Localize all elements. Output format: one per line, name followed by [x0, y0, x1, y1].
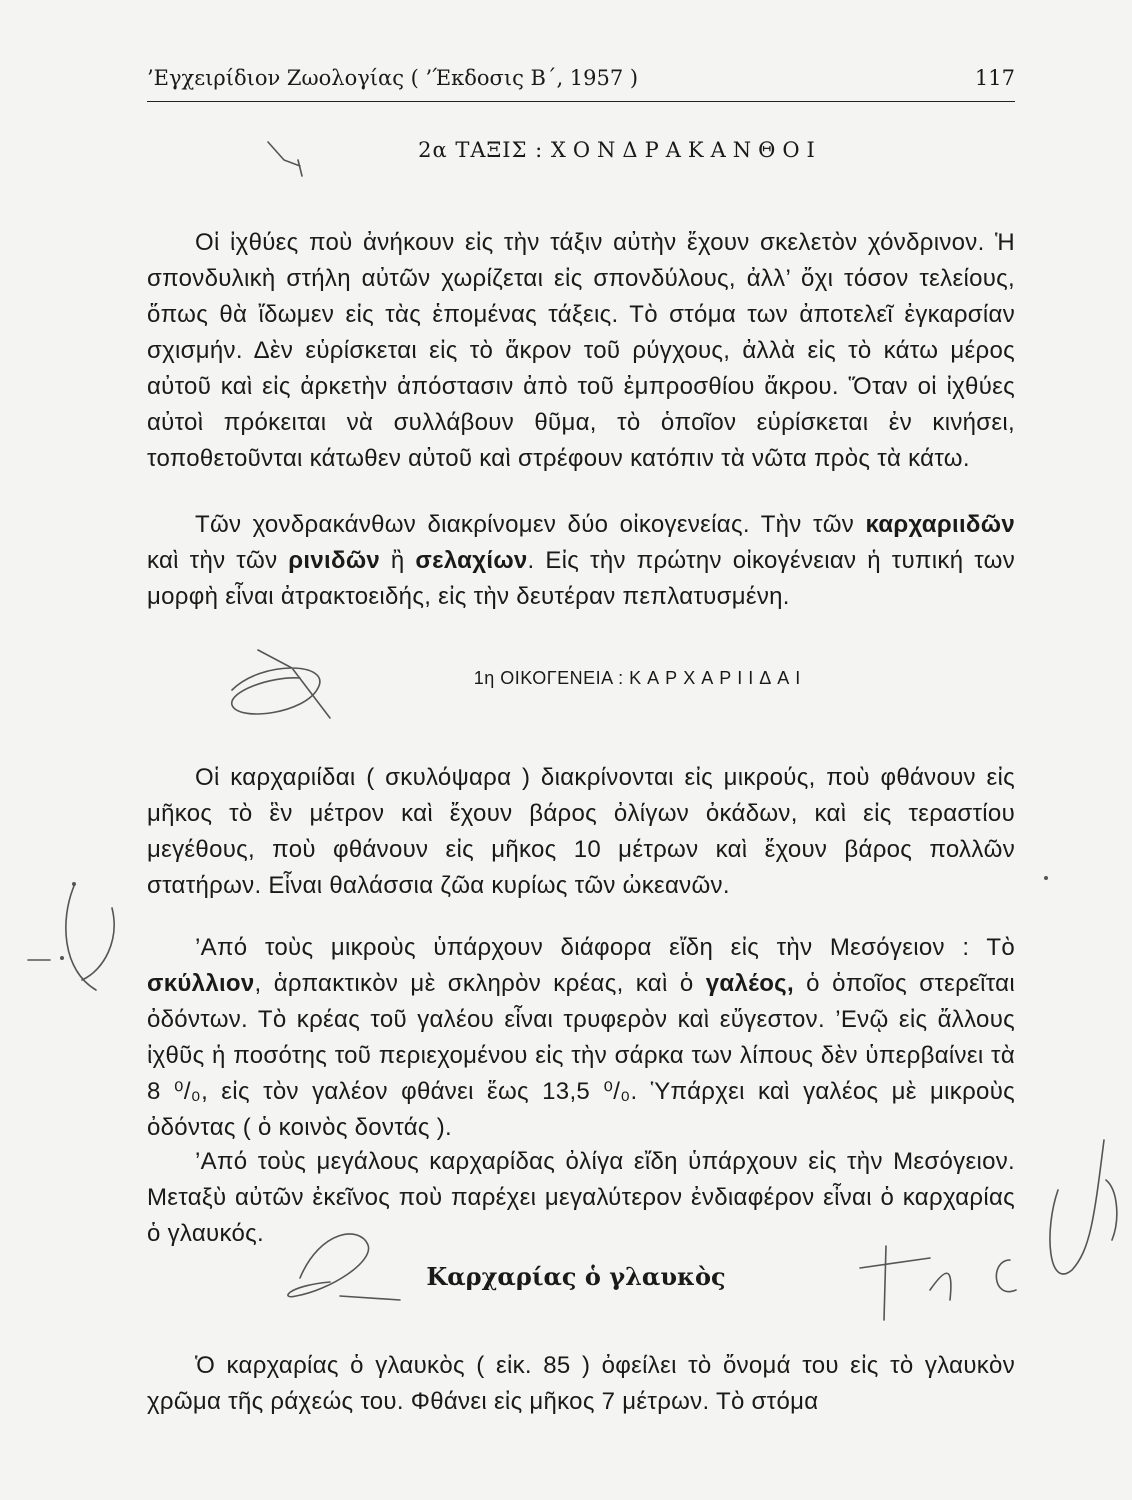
pencil-margin-bracket [66, 886, 114, 990]
class-heading [220, 138, 1020, 162]
header-rule [147, 101, 1015, 102]
term-galeos: γαλέος, [705, 970, 794, 997]
term-karchariidon: καρχαριιδῶν [865, 511, 1015, 538]
running-head-title: ’Εγχειρίδιον Ζωολογίας ( ’Έκδοσις Β΄, 1957 ) [147, 66, 639, 90]
paragraph-2-text-3: ἢ [380, 547, 416, 574]
paragraph-2-text-1: Τῶν χονδρακάνθων διακρίνομεν δύο οἰκογενείας. Τὴν τῶν [195, 511, 866, 538]
paragraph-6: Ὁ καρχαρίας ὁ γλαυκὸς ( εἰκ. 85 ) ὀφείλει τὸ ὄνομά του εἰς τὸ γλαυκὸν χρῶμα τῆς ράχεώς του. Φθάνει εἰς μῆκος 7 μέτρων. Τὸ στόμα [147, 1352, 1015, 1415]
class-heading-prefix: 2α ΤΑΞΙΣ : [418, 138, 544, 162]
species-heading: Καρχαρίας ὁ γλαυκὸς [426, 1262, 726, 1291]
paragraph-4-text-1: ’Από τοὺς μικροὺς ὑπάρχουν διάφορα εἴδη εἰς τὴν Μεσόγειον : Τὸ [195, 934, 1015, 961]
paragraph-4 [147, 930, 1015, 1146]
family-heading [240, 668, 1040, 689]
paragraph-1: Οἱ ἰχθύες ποὺ ἀνήκουν εἰς τὴν τάξιν αὐτὴν ἔχουν σκελετὸν χόνδρινον. Ἡ σπονδυλικὴ στήλη αὐτῶν χωρίζεται εἰς σπονδύλους, ἀλλ’ ὄχι τόσον τελείους, ὅπως θὰ ἴδωμεν εἰς τὰς ἑπομένας τάξεις. Τὸ στόμα των ἀποτελεῖ ἐγκαρσίαν σχισμήν. Δὲν εὑρίσκεται εἰς τὸ ἄκρον τοῦ ρύγχους, ἀλλὰ εἰς τὸ κάτω μέρος αὐτοῦ καὶ εἰς ἀρκετὴν ἀπόστασιν ἀπὸ τοῦ ἐμπροσθίου ἄκρου. Ὅταν οἱ ἰχθύες αὐτοὶ πρόκειται νὰ συλλάβουν θῦμα, τὸ ὁποῖον εὑρίσκεται ἐν κινήσει, τοποθετοῦνται κάτωθεν αὐτοῦ καὶ στρέφουν κατόπιν τὰ νῶτα πρὸς τὰ κάτω. [147, 229, 1015, 472]
paragraph-5: ’Από τοὺς μεγάλους καρχαρίδας ὀλίγα εἴδη ὑπάρχουν εἰς τὴν Μεσόγειον. Μεταξὺ αὐτῶν ἐκεῖνος ποὺ παρέχει μεγαλύτερον ἐνδιαφέρον εἶναι ὁ καρχαρίας ὁ γλαυκός. [147, 1148, 1015, 1247]
paragraph-2 [147, 507, 1015, 615]
paragraph-3: Οἱ καρχαριίδαι ( σκυλόψαρα ) διακρίνονται εἰς μικρούς, ποὺ φθάνουν εἰς μῆκος τὸ ἓν μέτρον καὶ ἔχουν βάρος ὀλίγων ὀκάδων, καὶ εἰς τεραστίου μεγέθους, ποὺ φθάνουν εἰς μῆκος 10 μέτρων καὶ ἔχουν βάρος πολλῶν στατήρων. Εἶναι θαλάσσια ζῶα κυρίως τῶν ὠκεανῶν. [147, 764, 1015, 899]
page-number: 117 [974, 66, 1015, 90]
paragraph-4-text-2: , ἁρπακτικὸν μὲ σκληρὸν κρέας, καὶ ὁ [254, 970, 706, 997]
paragraph-2-text-2: καὶ τὴν τῶν [147, 547, 289, 574]
paragraph-2-text-4: . Εἰς τὴν πρώτην οἰκογένειαν ἡ τυπική των μορφὴ εἶναι ἀτρακτοειδής, εἰς τὴν δευτέραν πεπλατυσμένη. [147, 547, 1015, 610]
term-rinidon: ρινιδῶν [288, 547, 381, 574]
family-heading-prefix: 1η ΟΙΚΟΓΕΝΕΙΑ : [473, 668, 624, 688]
running-head [147, 66, 1015, 90]
family-heading-name: ΚΑΡΧΑΡΙΙΔΑΙ [629, 668, 807, 688]
class-heading-name: ΧΟΝΔΡΑΚΑΝΘΟΙ [550, 138, 822, 162]
term-selachion: σελαχίων [415, 547, 528, 574]
paragraph-4-text-3: ὁ ὁποῖος στερεῖται ὀδόντων. Τὸ κρέας τοῦ γαλέου εἶναι τρυφερὸν καὶ εὔγεστον. ’Ενῷ εἰς ἄλλους ἰχθῦς ἡ ποσότης τοῦ περιεχομένου εἰς τὴν σάρκα των λίπους δὲν ὑπερβαίνει τὰ 8 ⁰/₀, εἰς τὸν γαλέον φθάνει ἕως 13,5 ⁰/₀. Ὑπάρχει καὶ γαλέος μὲ μικροὺς ὀδόντας ( ὁ κοινὸς δοντάς ). [147, 970, 1015, 1141]
term-skyllion: σκύλλιον [147, 970, 255, 997]
